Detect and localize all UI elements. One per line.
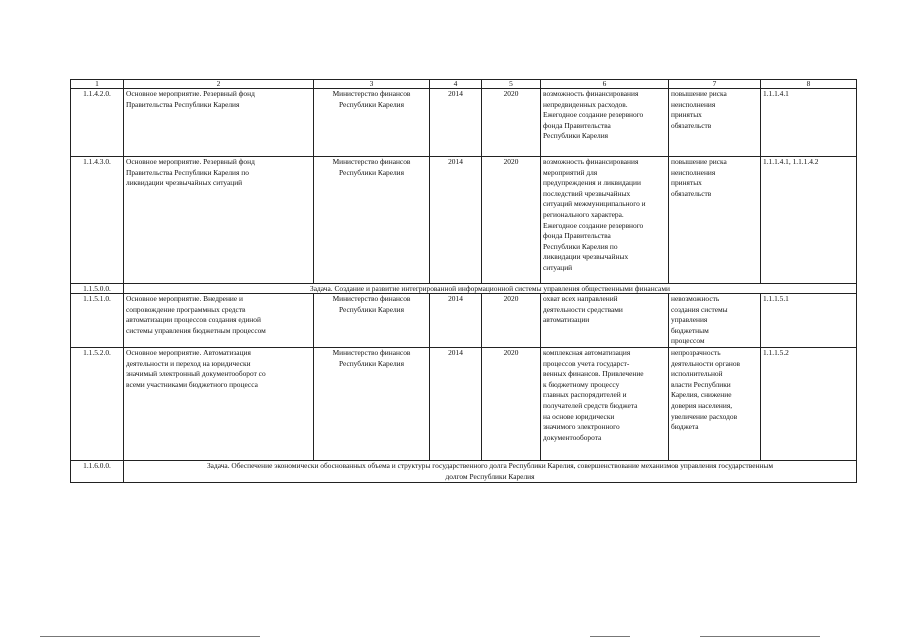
- result-cell: [541, 89, 669, 157]
- table-row: [71, 294, 857, 348]
- result-line: процессов учета государст-: [543, 358, 630, 368]
- event-line: деятельности и переход на юридически: [126, 358, 251, 368]
- column-header: 7: [669, 80, 761, 89]
- risk-cell: [669, 157, 761, 284]
- result-line: возможность финансирования: [543, 157, 639, 166]
- result-line: Республики Карелия по: [543, 241, 618, 251]
- scan-artifact: [40, 636, 260, 637]
- result-line: главных распорядителей и: [543, 390, 627, 400]
- result-cell: [541, 157, 669, 284]
- executor-line: Республики Карелия: [338, 99, 405, 109]
- risk-line: неисполнения: [671, 99, 716, 109]
- executor-line: Министерство финансов: [332, 348, 411, 357]
- end-year: 2020: [482, 157, 541, 284]
- result-line: к бюджетному процессу: [543, 379, 620, 389]
- risk-line: принятых: [671, 110, 702, 120]
- scan-artifact: [700, 636, 820, 637]
- risk-line: неисполнения: [671, 167, 716, 177]
- result-line: регионального характера.: [543, 209, 624, 219]
- risk-line: обязательств: [671, 120, 712, 130]
- event-cell: [124, 89, 314, 157]
- program-activities-table: [70, 79, 857, 483]
- event-line: значимый электронный документооборот со: [126, 369, 266, 379]
- row-code: 1.1.4.2.0.: [71, 89, 124, 157]
- event-line: Основное мероприятие. Резервный фонд: [126, 89, 255, 98]
- result-line: предупреждения и ликвидации: [543, 178, 641, 188]
- executor-cell: [314, 157, 430, 284]
- risk-line: невозможность: [671, 294, 720, 303]
- result-line: фонда Правительства: [543, 231, 611, 241]
- column-header: 2: [124, 80, 314, 89]
- event-line: автоматизации процессов создания единой: [126, 315, 261, 325]
- risk-line: бюджета: [671, 422, 699, 432]
- result-line: ситуаций межмуниципального и: [543, 199, 646, 209]
- result-line: ликвидации чрезвычайных: [543, 252, 629, 262]
- start-year: 2014: [430, 89, 482, 157]
- start-year: 2014: [430, 348, 482, 461]
- event-line: всеми участниками бюджетного процесса: [126, 379, 258, 389]
- executor-line: Республики Карелия: [338, 167, 405, 177]
- end-year: 2020: [482, 89, 541, 157]
- indicators-cell: 1.1.1.5.2: [761, 348, 857, 461]
- event-line: Правительства Республики Карелия: [126, 99, 240, 109]
- executor-cell: [314, 348, 430, 461]
- risk-line: доверия населения,: [671, 400, 733, 410]
- indicators-cell: 1.1.1.4.1: [761, 89, 857, 157]
- column-header: 4: [430, 80, 482, 89]
- table-row: [71, 89, 857, 157]
- risk-line: создания системы: [671, 304, 728, 314]
- row-code: 1.1.5.1.0.: [71, 294, 124, 348]
- event-line: ликвидации чрезвычайных ситуаций: [126, 178, 243, 188]
- event-line: Правительства Республики Карелия по: [126, 167, 249, 177]
- risk-line: Карелия, снижение: [671, 390, 732, 400]
- row-code: 1.1.4.3.0.: [71, 157, 124, 284]
- result-line: мероприятий для: [543, 167, 598, 177]
- risk-line: повышение риска: [671, 89, 727, 98]
- column-header: 8: [761, 80, 857, 89]
- task-code: 1.1.5.0.0.: [71, 284, 124, 294]
- task-text: [124, 461, 857, 483]
- executor-line: Республики Карелия: [338, 304, 405, 314]
- task-text: Задача. Создание и развитие интегрированной информационной системы управления общественными финансами: [124, 284, 857, 294]
- table-row: [71, 348, 857, 461]
- result-line: фонда Правительства: [543, 120, 611, 130]
- executor-line: Министерство финансов: [332, 294, 411, 303]
- risk-line: непрозрачность: [671, 348, 721, 357]
- column-header: 6: [541, 80, 669, 89]
- end-year: 2020: [482, 294, 541, 348]
- task-text-line: Задача. Обеспечение экономически обоснованных объема и структуры государственного долга Республики Карелия, совершенствование механизмов управления государственным: [206, 461, 774, 470]
- event-cell: [124, 348, 314, 461]
- executor-line: Министерство финансов: [332, 89, 411, 98]
- event-line: Основное мероприятие. Автоматизация: [126, 348, 251, 357]
- column-header: 5: [482, 80, 541, 89]
- result-line: последствий чрезвычайных: [543, 188, 631, 198]
- event-line: Основное мероприятие. Внедрение и: [126, 294, 243, 303]
- task-row: [71, 461, 857, 483]
- risk-cell: [669, 348, 761, 461]
- task-text-line: долгом Республики Карелия: [445, 471, 535, 481]
- event-cell: [124, 157, 314, 284]
- result-line: ситуаций: [543, 262, 573, 272]
- risk-line: обязательств: [671, 188, 712, 198]
- column-header: 1: [71, 80, 124, 89]
- event-line: Основное мероприятие. Резервный фонд: [126, 157, 255, 166]
- risk-line: повышение риска: [671, 157, 727, 166]
- risk-line: власти Республики: [671, 379, 731, 389]
- risk-line: увеличение расходов: [671, 411, 738, 421]
- risk-line: принятых: [671, 178, 702, 188]
- start-year: 2014: [430, 294, 482, 348]
- task-row: [71, 284, 857, 294]
- event-line: системы управления бюджетным процессом: [126, 325, 266, 335]
- indicators-cell: 1.1.1.4.1, 1.1.1.4.2: [761, 157, 857, 284]
- result-line: венных финансов. Привлечение: [543, 369, 644, 379]
- result-line: Ежегодное создание резервного: [543, 220, 644, 230]
- executor-line: Министерство финансов: [332, 157, 411, 166]
- risk-line: исполнительной: [671, 369, 723, 379]
- risk-line: процессом: [671, 336, 705, 346]
- result-line: возможность финансирования: [543, 89, 639, 98]
- table-row: [71, 157, 857, 284]
- result-line: значимого электронного: [543, 422, 620, 432]
- result-line: непредвиденных расходов.: [543, 99, 628, 109]
- result-line: получателей средств бюджета: [543, 400, 638, 410]
- column-header: 3: [314, 80, 430, 89]
- row-code: 1.1.5.2.0.: [71, 348, 124, 461]
- indicators-cell: 1.1.1.5.1: [761, 294, 857, 348]
- event-line: сопровождение программных средств: [126, 304, 246, 314]
- risk-cell: [669, 89, 761, 157]
- end-year: 2020: [482, 348, 541, 461]
- result-line: на основе юридически: [543, 411, 615, 421]
- header-row: [71, 80, 857, 89]
- result-line: автоматизации: [543, 315, 590, 325]
- executor-line: Республики Карелия: [338, 358, 405, 368]
- result-cell: [541, 348, 669, 461]
- scan-artifact: [590, 636, 630, 637]
- risk-line: управления: [671, 315, 708, 325]
- executor-cell: [314, 294, 430, 348]
- result-cell: [541, 294, 669, 348]
- result-line: деятельности средствами: [543, 304, 623, 314]
- start-year: 2014: [430, 157, 482, 284]
- event-cell: [124, 294, 314, 348]
- result-line: охват всех направлений: [543, 294, 618, 303]
- result-line: Ежегодное создание резервного: [543, 110, 644, 120]
- task-code: 1.1.6.0.0.: [71, 461, 124, 483]
- risk-line: деятельности органов: [671, 358, 740, 368]
- risk-line: бюджетным: [671, 325, 709, 335]
- result-line: документооборота: [543, 432, 602, 442]
- executor-cell: [314, 89, 430, 157]
- result-line: Республики Карелия: [543, 131, 609, 141]
- result-line: комплексная автоматизация: [543, 348, 631, 357]
- risk-cell: [669, 294, 761, 348]
